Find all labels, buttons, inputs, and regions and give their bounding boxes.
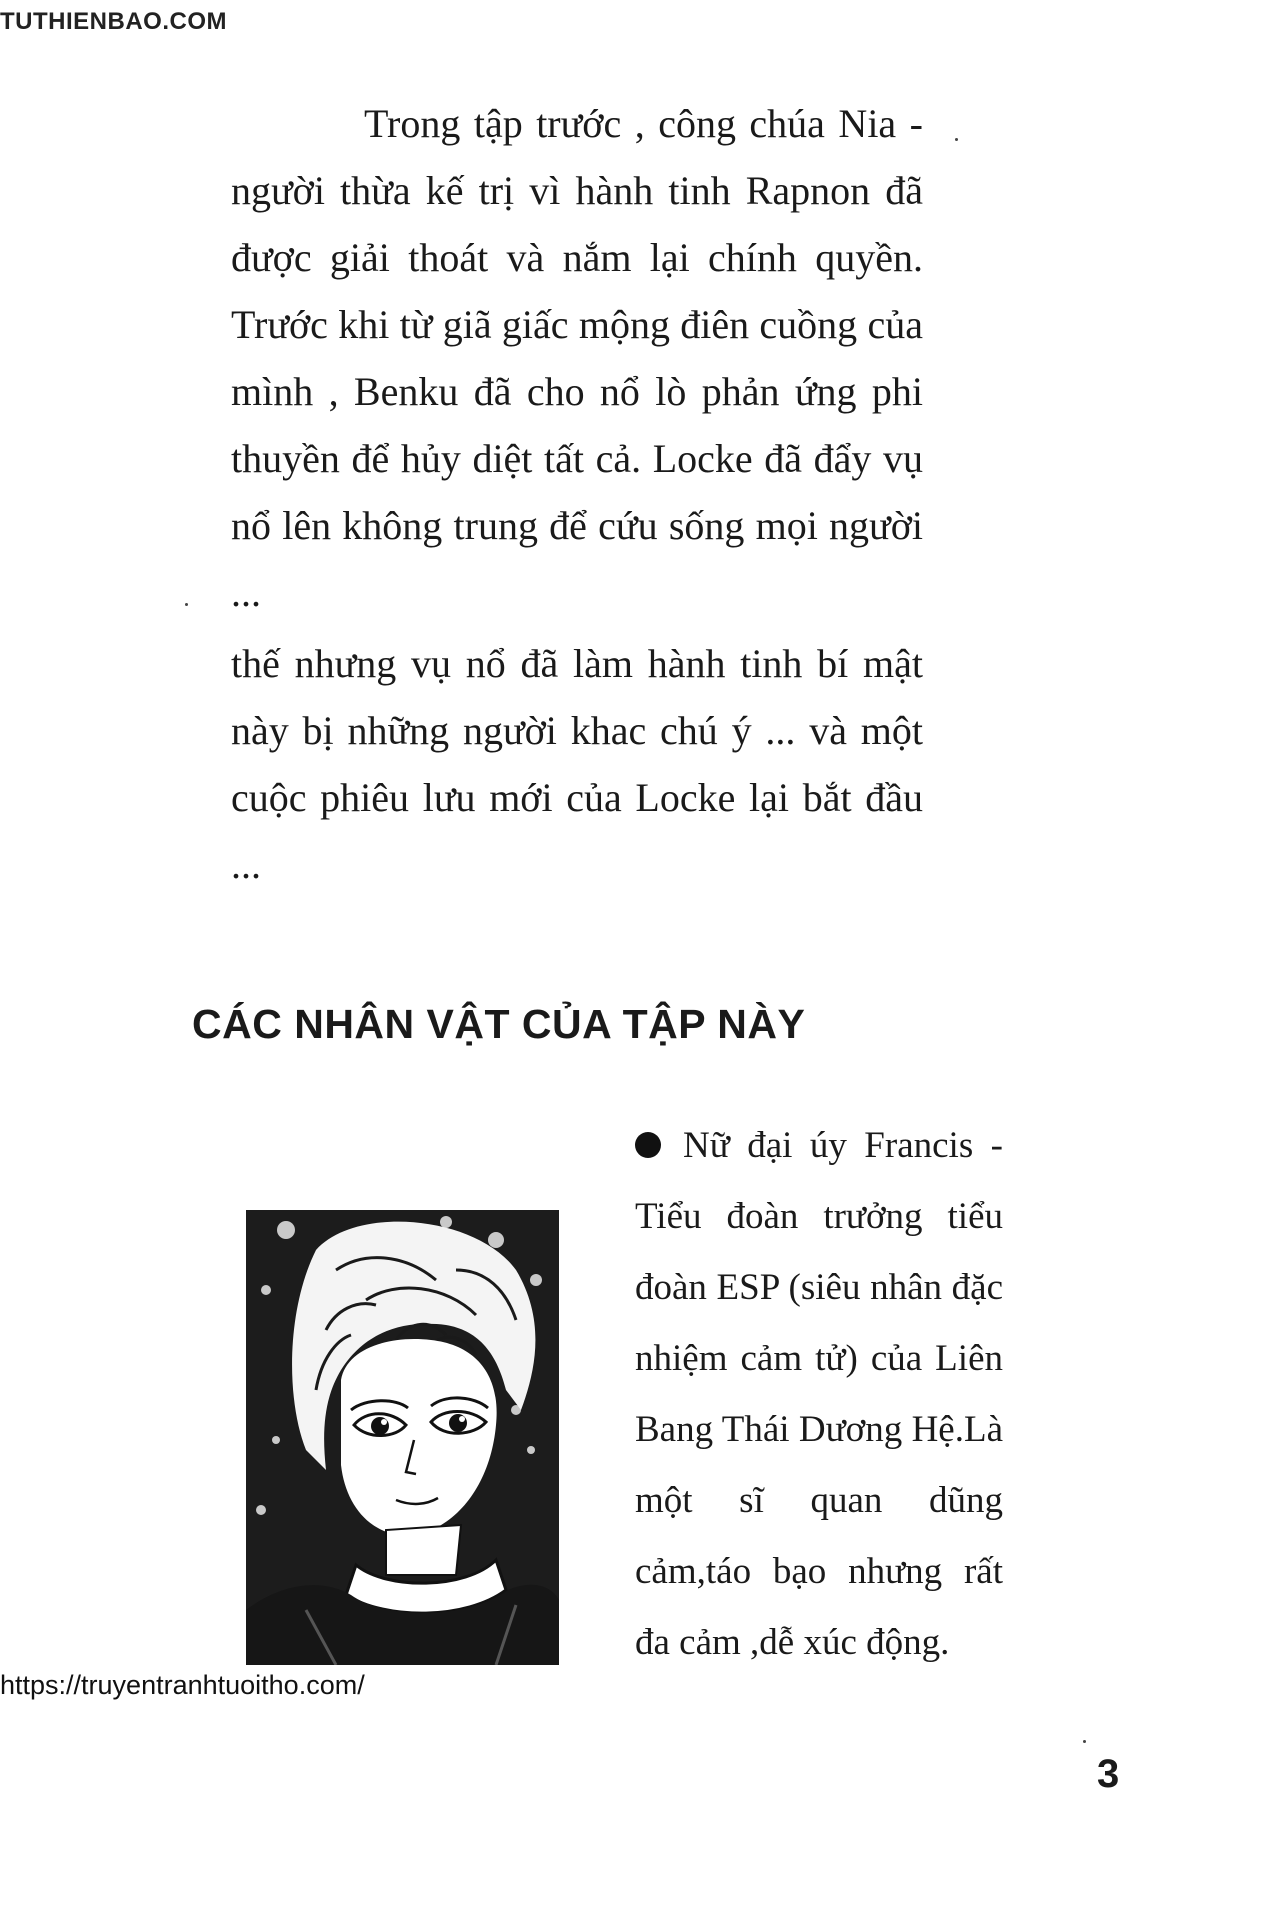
character-text: Nữ đại úy Francis - Tiểu đoàn trưởng tiểu đoàn ESP (siêu nhân đặc nhiệm cảm tử) của Liên Bang Thái Dương Hệ.Là một sĩ quan dũng cảm,táo bạo nhưng rất đa cảm ,dễ xúc động.	[635, 1125, 1003, 1663]
source-url: https://truyentranhtuoitho.com/	[0, 1670, 365, 1700]
character-description	[635, 1110, 1003, 1678]
scan-speck	[955, 138, 958, 141]
scan-speck	[1083, 1740, 1086, 1743]
bullet-icon	[635, 1132, 661, 1158]
intro-text	[231, 90, 923, 898]
section-heading: CÁC NHÂN VẬT CỦA TẬP NÀY	[192, 1001, 806, 1047]
site-watermark: TUTHIENBAO.COM	[0, 8, 227, 35]
scan-speck	[185, 603, 188, 606]
intro-paragraph-1: Trong tập trước , công chúa Nia - người thừa kế trị vì hành tinh Rapnon đã được giải thoát và nắm lại chính quyền. Trước khi từ giã giấc mộng điên cuồng của mình , Benku đã cho nổ lò phản ứng phi thuyền để hủy diệt tất cả. Locke đã đẩy vụ nổ lên không trung để cứu sống mọi người ...	[231, 101, 923, 615]
character-portrait	[246, 1210, 559, 1665]
intro-paragraph-2: thế nhưng vụ nổ đã làm hành tinh bí mật này bị những người khac chú ý ... và một cuộc phiêu lưu mới của Locke lại bắt đầu ...	[231, 641, 923, 887]
page-number: 3	[1097, 1752, 1120, 1796]
